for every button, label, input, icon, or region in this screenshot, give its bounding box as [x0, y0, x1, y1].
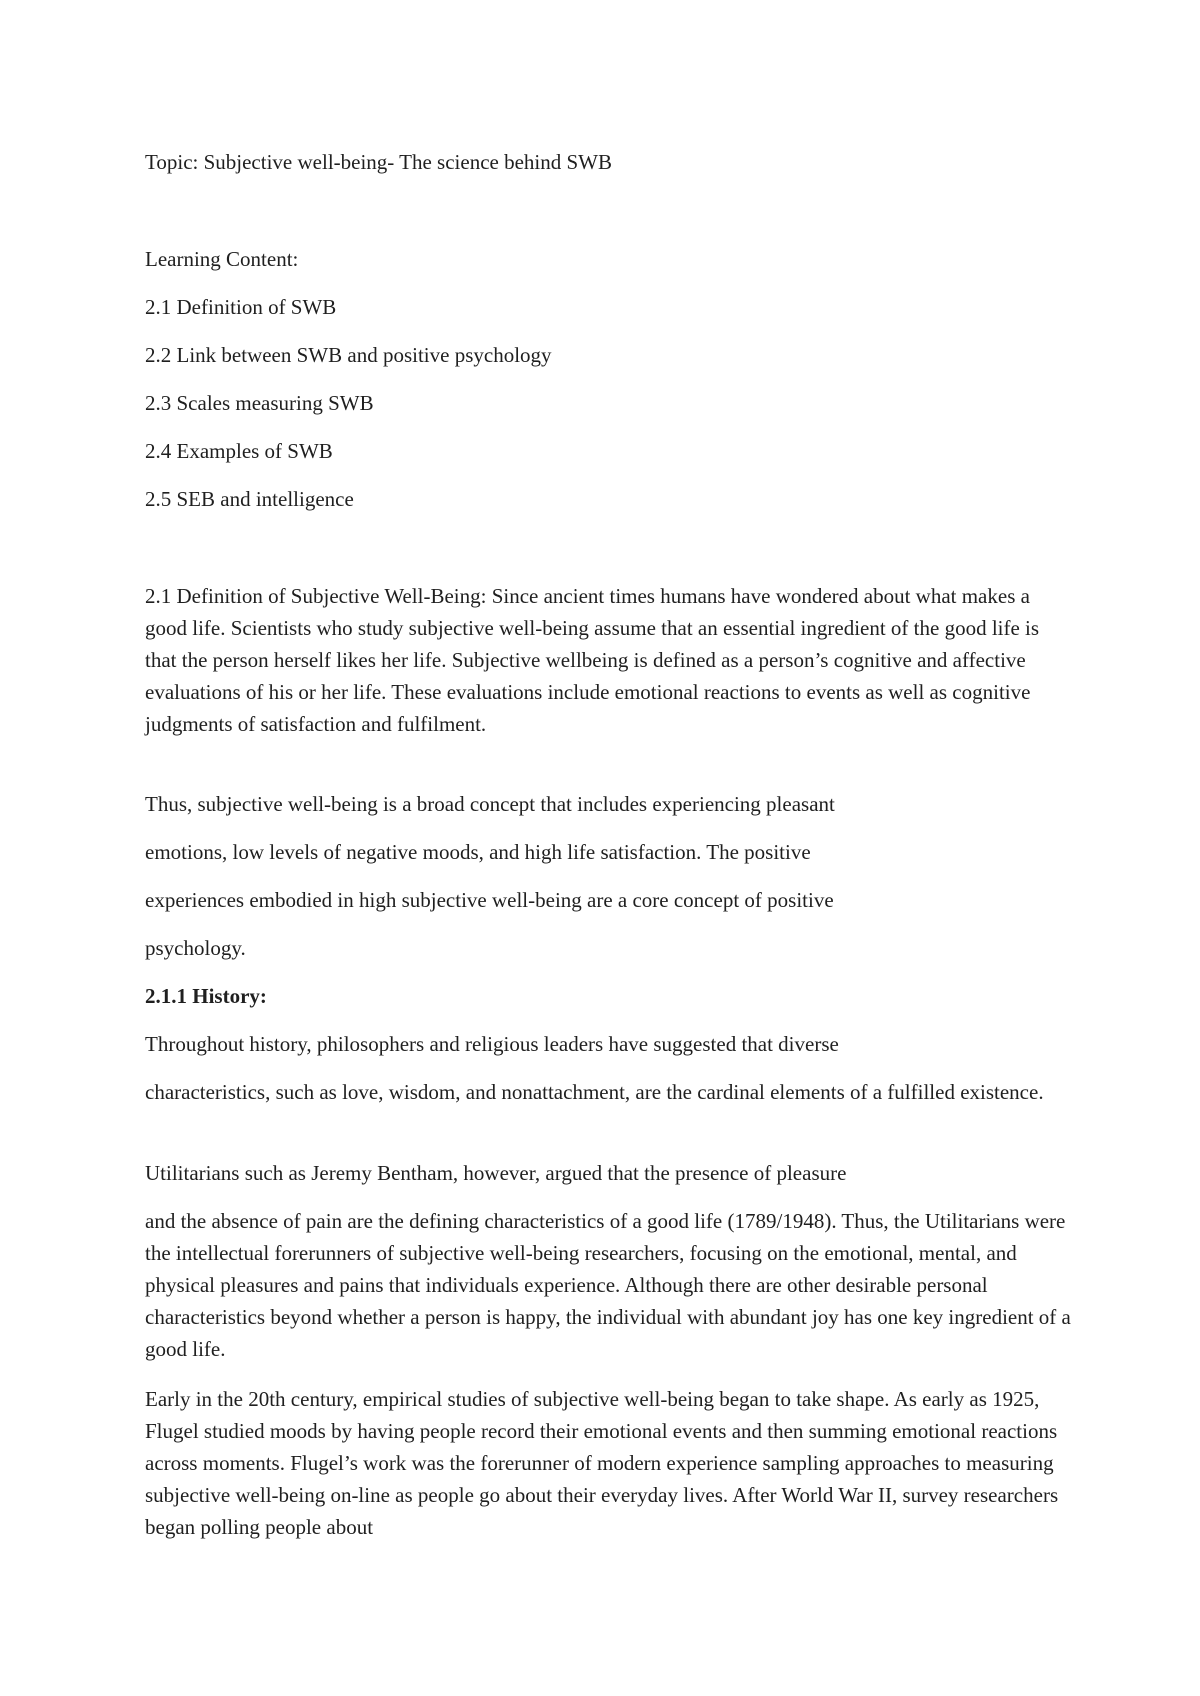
thus-line: emotions, low levels of negative moods, and high life satisfaction. The positive	[145, 840, 811, 864]
history-heading: 2.1.1 History:	[145, 984, 267, 1008]
definition-paragraph: 2.1 Definition of Subjective Well-Being: Since ancient times humans have wondered about what makes a good life. Scientists who study subjective well-being assume that an essential ingredient of the good life is that the person herself likes her life. Subjective wellbeing is defined as a person’s cognitive and affective evaluations of his or her life. These evaluations include emotional reactions to events as well as cognitive judgments of satisfaction and fulfilment.	[145, 584, 1040, 736]
history-paragraph: characteristics, such as love, wisdom, and nonattachment, are the cardinal elements of a fulfilled existence.	[145, 1080, 1044, 1104]
early-paragraph: Early in the 20th century, empirical studies of subjective well-being began to take shape. As early as 1925, Flugel studied moods by having people record their emotional events and then summing emotional reactions across moments. Flugel’s work was the forerunner of modern experience sampling approaches to measuring subjective well-being on-line as people go about their everyday lives. After World War II, survey researchers began polling people about	[145, 1387, 1059, 1539]
history-line: Throughout history, philosophers and religious leaders have suggested that diverse	[145, 1032, 839, 1056]
learning-item: 2.4 Examples of SWB	[145, 439, 333, 463]
thus-line: Thus, subjective well-being is a broad concept that includes experiencing pleasant	[145, 792, 835, 816]
learning-item: 2.3 Scales measuring SWB	[145, 391, 374, 415]
topic-line: Topic: Subjective well-being- The science behind SWB	[145, 150, 613, 174]
learning-item: 2.5 SEB and intelligence	[145, 487, 354, 511]
thus-line: experiences embodied in high subjective well-being are a core concept of positive	[145, 888, 834, 912]
learning-item: 2.1 Definition of SWB	[145, 295, 337, 319]
learning-content-heading: Learning Content:	[145, 247, 299, 271]
utilitarians-paragraph: and the absence of pain are the defining characteristics of a good life (1789/1948). Thus, the Utilitarians were the intellectual forerunners of subjective well-being researchers, focusing on the emotional, mental, and physical pleasures and pains that individuals experience. Although there are other desirable personal characteristics beyond whether a person is happy, the individual with abundant joy has one key ingredient of a good life.	[145, 1209, 1071, 1361]
learning-item: 2.2 Link between SWB and positive psychology	[145, 343, 552, 367]
thus-line: psychology.	[145, 936, 246, 960]
utilitarians-line: Utilitarians such as Jeremy Bentham, however, argued that the presence of pleasure	[145, 1161, 847, 1185]
